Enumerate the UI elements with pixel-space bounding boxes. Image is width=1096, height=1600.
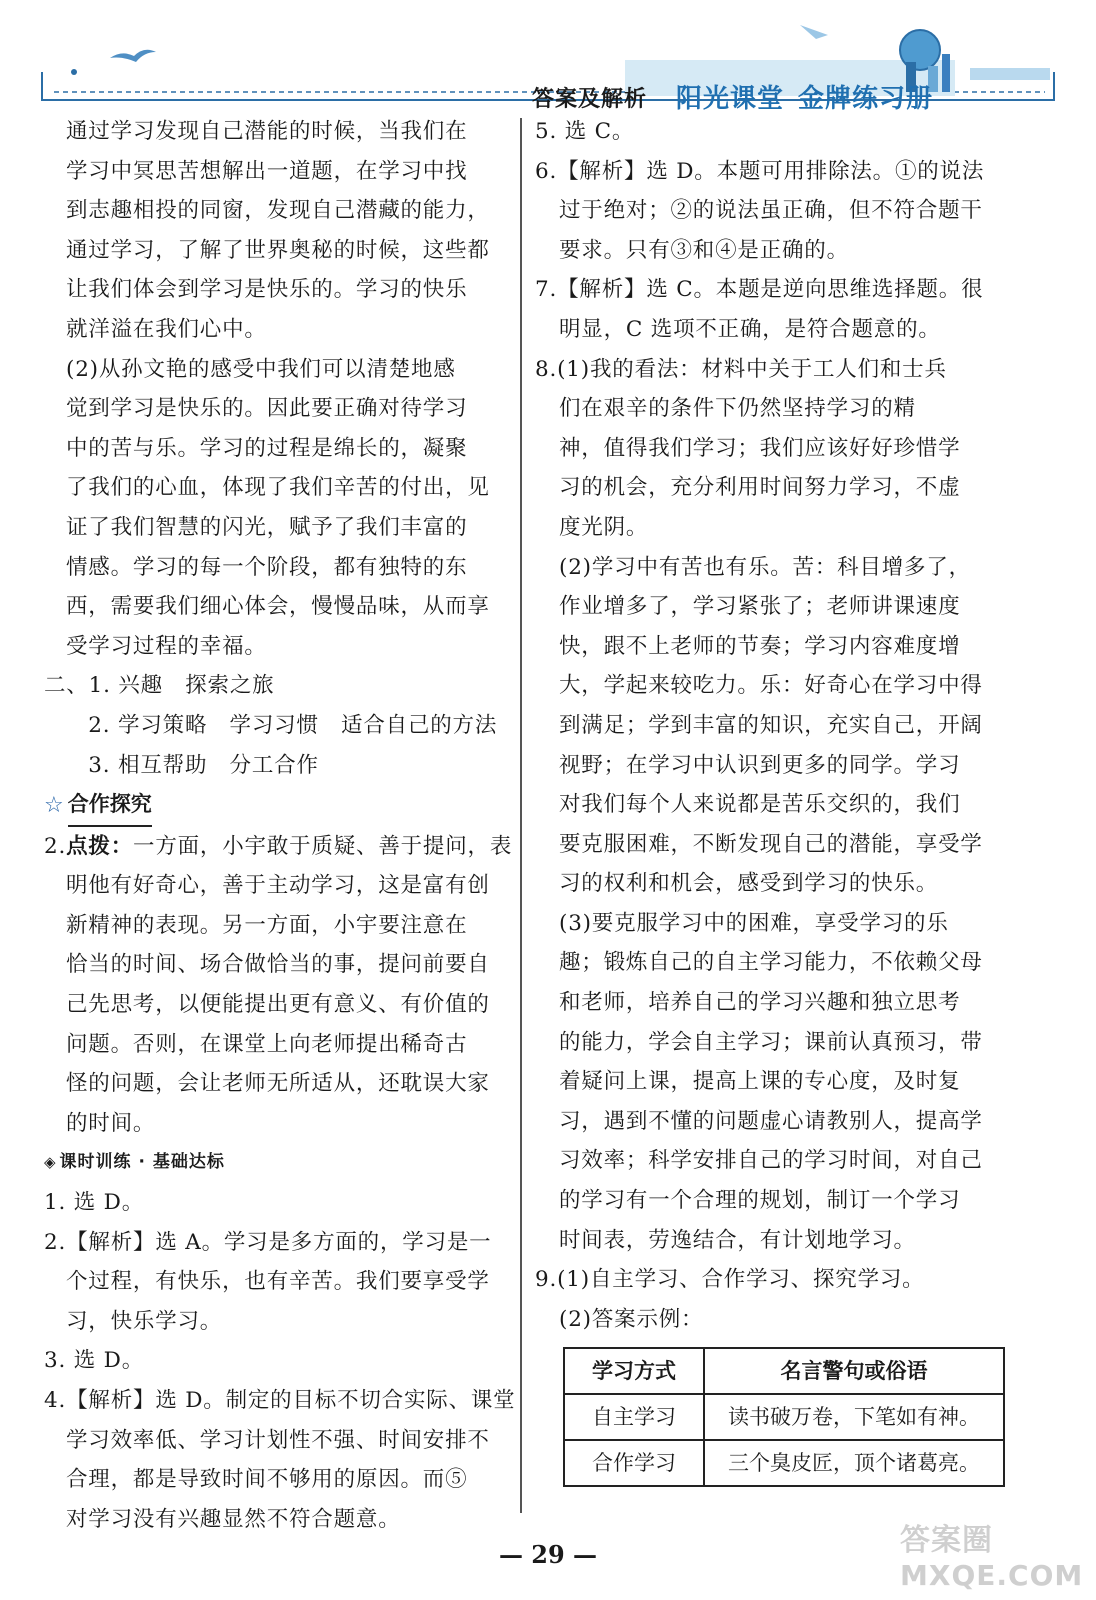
text-line: 恰当的时间、场合做恰当的事，提问前要自 bbox=[66, 952, 490, 978]
text-line: 情感。学习的每一个阶段，都有独特的东 bbox=[66, 554, 468, 580]
column-divider bbox=[520, 118, 522, 1513]
text-line: 学习效率低、学习计划性不强、时间安排不 bbox=[66, 1427, 490, 1453]
text-line: 5. 选 C。 bbox=[535, 119, 635, 144]
table-header-cell: 学习方式 bbox=[564, 1348, 704, 1394]
text-line: 过于绝对；②的说法虽正确，但不符合题干 bbox=[559, 198, 983, 224]
book-title: 金牌练习册 bbox=[798, 84, 934, 114]
text-line: 1. 选 D。 bbox=[44, 1190, 145, 1216]
example-table bbox=[563, 1347, 1005, 1487]
table-cell: 合作学习 bbox=[564, 1440, 704, 1486]
text-line: 己先思考，以便能提出更有意义、有价值的 bbox=[66, 992, 490, 1018]
text-line: 3. 选 D。 bbox=[44, 1348, 145, 1374]
text-line: 习，快乐学习。 bbox=[66, 1308, 223, 1334]
text-line: 怪的问题，会让老师无所适从，还耽误大家 bbox=[66, 1071, 490, 1097]
text-line: 和老师，培养自己的学习兴趣和独立思考 bbox=[559, 990, 961, 1016]
text-line: 习，遇到不懂的问题虚心请教别人，提高学 bbox=[559, 1108, 983, 1134]
text-line: 2. 学习策略 学习习惯 适合自己的方法 bbox=[66, 712, 498, 738]
text-line: 了我们的心血，体现了我们辛苦的付出，见 bbox=[66, 475, 490, 501]
text-line: 中的苦与乐。学习的过程是绵长的，凝聚 bbox=[66, 435, 468, 461]
watermark-line: MXQE.COM bbox=[900, 1559, 1084, 1592]
text-line: 的时间。 bbox=[66, 1110, 156, 1136]
text-line: 神，值得我们学习；我们应该好好珍惜学 bbox=[559, 435, 961, 461]
text-line: 作业增多了，学习紧张了；老师讲课速度 bbox=[559, 594, 961, 620]
text-line: 通过学习，了解了世界奥秘的时候，这些都 bbox=[66, 237, 490, 263]
section-title: 课时训练 · 基础达标 bbox=[59, 1152, 225, 1173]
text-line: 个过程，有快乐，也有辛苦。我们要享受学 bbox=[66, 1269, 490, 1295]
left-column bbox=[44, 112, 516, 1539]
section-heading-cooperation bbox=[44, 785, 508, 827]
text-line: 习的机会，充分利用时间努力学习，不虚 bbox=[559, 475, 961, 501]
text-line: 习的权利和机会，感受到学习的快乐。 bbox=[559, 871, 939, 897]
star-icon: ☆ bbox=[44, 793, 64, 819]
text-line: 视野；在学习中认识到更多的同学。学习 bbox=[559, 752, 961, 778]
brand-title: 阳光课堂 bbox=[676, 84, 785, 114]
text-line: 习效率；科学安排自己的学习时间，对自己 bbox=[559, 1148, 983, 1174]
answer-label: 答案及解析 bbox=[532, 87, 648, 112]
text-line: 要求。只有③和④是正确的。 bbox=[559, 237, 849, 263]
text-line: 就洋溢在我们心中。 bbox=[66, 316, 267, 342]
text-line: (2)答案示例： bbox=[559, 1306, 704, 1332]
text-line: 问题。否则，在课堂上向老师提出稀奇古 bbox=[66, 1031, 468, 1057]
paper-plane-icon bbox=[800, 25, 828, 39]
table-cell: 自主学习 bbox=[564, 1394, 704, 1440]
diamond-icon: ◈ bbox=[44, 1153, 57, 1172]
text-line: 6.【解析】选 D。本题可用排除法。①的说法 bbox=[535, 158, 985, 184]
text-line: 的能力，学会自主学习；课前认真预习，带 bbox=[559, 1029, 983, 1055]
text-line: 一方面，小宇敢于质疑、善于提问，表 bbox=[133, 833, 513, 859]
watermark-line: 答案圈 bbox=[900, 1523, 993, 1558]
text-line: 对我们每个人来说都是苦乐交织的，我们 bbox=[559, 792, 961, 818]
table-cell: 读书破万卷，下笔如有神。 bbox=[704, 1394, 1004, 1440]
text-line: 对学习没有兴趣显然不符合题意。 bbox=[66, 1506, 401, 1532]
text-line: 西，需要我们细心体会，慢慢品味，从而享 bbox=[66, 594, 490, 620]
text-line: 3. 相互帮助 分工合作 bbox=[66, 752, 319, 778]
text-line: 到满足；学到丰富的知识，充实自己，开阔 bbox=[559, 712, 983, 738]
text-line: 大，学起来较吃力。乐：好奇心在学习中得 bbox=[559, 673, 983, 699]
text-line: 快，跟不上老师的节奏；学习内容难度增 bbox=[559, 633, 961, 659]
text-line: 到志趣相投的同窗，发现自己潜藏的能力， bbox=[66, 198, 490, 224]
hint-label: 点拨： bbox=[66, 833, 134, 859]
text-line: 度光阴。 bbox=[559, 514, 649, 540]
table-cell: 三个臭皮匠，顶个诸葛亮。 bbox=[704, 1440, 1004, 1486]
section-heading-training bbox=[44, 1143, 508, 1183]
text-line: 觉到学习是快乐的。因此要正确对待学习 bbox=[66, 396, 468, 422]
text-line: 合理，都是导致时间不够用的原因。而⑤ bbox=[66, 1467, 468, 1493]
page-number: — 29 — bbox=[498, 1540, 598, 1569]
text-line: 9.(1)自主学习、合作学习、探究学习。 bbox=[535, 1267, 925, 1293]
table-row bbox=[564, 1440, 1004, 1486]
watermark bbox=[900, 1515, 1083, 1592]
text-line: 2.【解析】选 A。学习是多方面的，学习是一 bbox=[44, 1229, 492, 1255]
text-line: (3)要克服学习中的困难，享受学习的乐 bbox=[559, 910, 949, 936]
table-header-cell: 名言警句或俗语 bbox=[704, 1348, 1004, 1394]
text-line: 受学习过程的幸福。 bbox=[66, 633, 267, 659]
text-line: 明他有好奇心，善于主动学习，这是富有创 bbox=[66, 873, 490, 899]
text-line: 8.(1)我的看法：材料中关于工人们和士兵 bbox=[535, 356, 947, 382]
text-line: 4.【解析】选 D。制定的目标不切合实际、课堂 bbox=[44, 1388, 516, 1413]
text-line: (2)从孙文艳的感受中我们可以清楚地感 bbox=[66, 356, 456, 382]
page-header bbox=[40, 20, 1056, 115]
right-column bbox=[535, 112, 1005, 1487]
text-line: 明显，C 选项不正确，是符合题意的。 bbox=[559, 316, 941, 342]
table-row bbox=[564, 1394, 1004, 1440]
table-header-row bbox=[564, 1348, 1004, 1394]
text-line: 7.【解析】选 C。本题是逆向思维选择题。很 bbox=[535, 277, 984, 303]
text-line: 要克服困难，不断发现自己的潜能，享受学 bbox=[559, 831, 983, 857]
item-number: 2. bbox=[44, 833, 67, 859]
text-line: 趣；锻炼自己的自主学习能力，不依赖父母 bbox=[559, 950, 983, 976]
section-title: 合作探究 bbox=[68, 785, 152, 827]
text-line: 新精神的表现。另一方面，小宇要注意在 bbox=[66, 912, 468, 938]
text-line: 时间表，劳逸结合，有计划地学习。 bbox=[559, 1227, 916, 1253]
text-line: 证了我们智慧的闪光，赋予了我们丰富的 bbox=[66, 514, 468, 540]
text-line: 们在艰辛的条件下仍然坚持学习的精 bbox=[559, 396, 916, 422]
text-line: 通过学习发现自己潜能的时候，当我们在 bbox=[66, 119, 468, 144]
text-line: (2)学习中有苦也有乐。苦：科目增多了， bbox=[559, 554, 971, 580]
text-line: 二、1. 兴趣 探索之旅 bbox=[44, 673, 275, 699]
text-line: 着疑问上课，提高上课的专心度，及时复 bbox=[559, 1069, 961, 1095]
text-line: 学习中冥思苦想解出一道题，在学习中找 bbox=[66, 158, 468, 184]
text-line: 让我们体会到学习是快乐的。学习的快乐 bbox=[66, 277, 468, 303]
bird-icon bbox=[110, 50, 156, 62]
text-line: 的学习有一个合理的规划，制订一个学习 bbox=[559, 1188, 961, 1214]
